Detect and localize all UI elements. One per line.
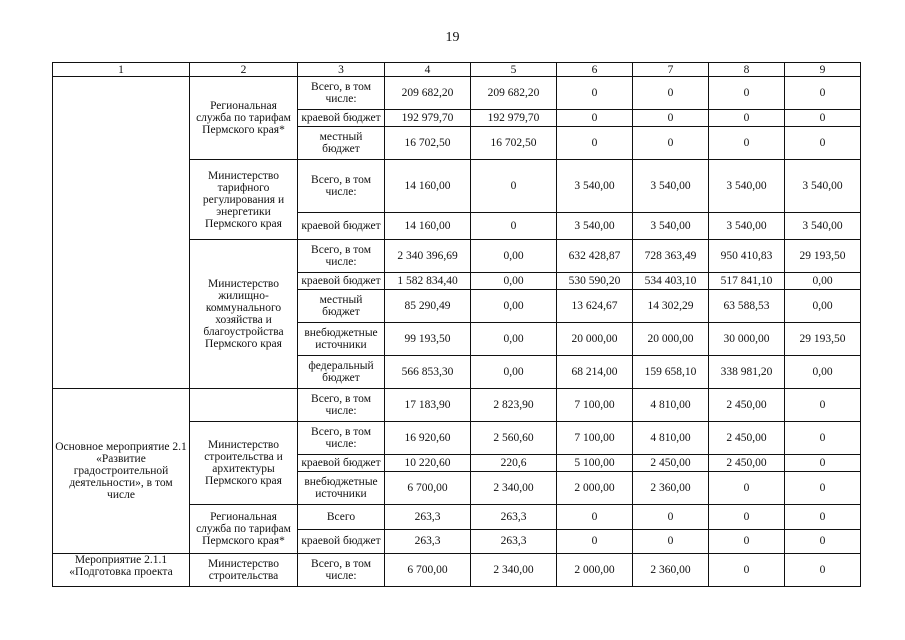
amount-cell: 29 193,50: [785, 240, 861, 273]
amount-cell: 16 702,50: [471, 127, 557, 160]
amount-cell: 2 560,60: [471, 422, 557, 455]
activity-cell: Мероприятие 2.1.1 «Подготовка проекта: [53, 553, 190, 586]
amount-cell: 14 160,00: [385, 160, 471, 213]
amount-cell: 3 540,00: [557, 212, 633, 240]
amount-cell: 3 540,00: [709, 212, 785, 240]
funding-source-cell: внебюджетные источники: [298, 323, 385, 356]
amount-cell: 2 450,00: [709, 455, 785, 472]
funding-source-cell: краевой бюджет: [298, 109, 385, 126]
amount-cell: 0: [785, 77, 861, 110]
amount-cell: 14 160,00: [385, 212, 471, 240]
amount-cell: 6 700,00: [385, 472, 471, 505]
amount-cell: 0: [633, 505, 709, 529]
amount-cell: 0,00: [785, 273, 861, 290]
amount-cell: 10 220,60: [385, 455, 471, 472]
amount-cell: 6 700,00: [385, 553, 471, 586]
column-header: 8: [709, 63, 785, 77]
amount-cell: 16 920,60: [385, 422, 471, 455]
amount-cell: 0,00: [471, 240, 557, 273]
activity-cell: [53, 77, 190, 389]
executor-cell: Министерство жилищно-коммунального хозяйства и благоустройства Пермского края: [190, 240, 298, 389]
amount-cell: 3 540,00: [709, 160, 785, 213]
amount-cell: 0,00: [471, 323, 557, 356]
amount-cell: 0: [633, 529, 709, 553]
executor-cell: Министерство строительства: [190, 553, 298, 586]
funding-source-cell: местный бюджет: [298, 127, 385, 160]
amount-cell: 3 540,00: [633, 212, 709, 240]
amount-cell: 0: [557, 529, 633, 553]
amount-cell: 263,3: [385, 505, 471, 529]
amount-cell: 220,6: [471, 455, 557, 472]
amount-cell: 159 658,10: [633, 356, 709, 389]
amount-cell: 0: [785, 455, 861, 472]
funding-source-cell: Всего, в том числе:: [298, 160, 385, 213]
funding-source-cell: краевой бюджет: [298, 273, 385, 290]
column-header: 9: [785, 63, 861, 77]
table-row: [53, 77, 861, 110]
amount-cell: 63 588,53: [709, 290, 785, 323]
amount-cell: 0: [785, 109, 861, 126]
amount-cell: 530 590,20: [557, 273, 633, 290]
amount-cell: 0: [471, 160, 557, 213]
funding-source-cell: краевой бюджет: [298, 212, 385, 240]
funding-source-cell: Всего, в том числе:: [298, 553, 385, 586]
column-header: 3: [298, 63, 385, 77]
amount-cell: 0: [709, 529, 785, 553]
amount-cell: 0: [471, 212, 557, 240]
funding-source-cell: федеральный бюджет: [298, 356, 385, 389]
funding-source-cell: краевой бюджет: [298, 529, 385, 553]
amount-cell: 2 360,00: [633, 553, 709, 586]
amount-cell: 0: [557, 505, 633, 529]
amount-cell: 7 100,00: [557, 389, 633, 422]
amount-cell: 0: [785, 422, 861, 455]
amount-cell: 517 841,10: [709, 273, 785, 290]
funding-source-cell: местный бюджет: [298, 290, 385, 323]
amount-cell: 3 540,00: [785, 212, 861, 240]
amount-cell: 2 340,00: [471, 472, 557, 505]
amount-cell: 1 582 834,40: [385, 273, 471, 290]
amount-cell: 0: [557, 109, 633, 126]
amount-cell: 2 360,00: [633, 472, 709, 505]
amount-cell: 29 193,50: [785, 323, 861, 356]
amount-cell: 3 540,00: [785, 160, 861, 213]
amount-cell: 192 979,70: [385, 109, 471, 126]
executor-cell: Региональная служба по тарифам Пермского края*: [190, 505, 298, 554]
funding-source-cell: краевой бюджет: [298, 455, 385, 472]
table-row: [53, 553, 861, 586]
amount-cell: 2 000,00: [557, 553, 633, 586]
column-header: 6: [557, 63, 633, 77]
funding-source-cell: Всего: [298, 505, 385, 529]
executor-cell: Министерство тарифного регулирования и энергетики Пермского края: [190, 160, 298, 240]
column-header: 4: [385, 63, 471, 77]
amount-cell: 950 410,83: [709, 240, 785, 273]
amount-cell: 17 183,90: [385, 389, 471, 422]
funding-source-cell: Всего, в том числе:: [298, 422, 385, 455]
amount-cell: 0: [633, 109, 709, 126]
amount-cell: 209 682,20: [385, 77, 471, 110]
amount-cell: 728 363,49: [633, 240, 709, 273]
amount-cell: 4 810,00: [633, 389, 709, 422]
amount-cell: 3 540,00: [633, 160, 709, 213]
amount-cell: 0,00: [785, 290, 861, 323]
amount-cell: 0: [633, 127, 709, 160]
amount-cell: 632 428,87: [557, 240, 633, 273]
executor-cell: Региональная служба по тарифам Пермского края*: [190, 77, 298, 160]
amount-cell: 0: [709, 553, 785, 586]
page-number: 19: [445, 30, 460, 45]
amount-cell: 0,00: [471, 356, 557, 389]
amount-cell: 0: [785, 389, 861, 422]
amount-cell: 20 000,00: [557, 323, 633, 356]
amount-cell: 263,3: [471, 505, 557, 529]
amount-cell: 0: [785, 553, 861, 586]
amount-cell: 209 682,20: [471, 77, 557, 110]
amount-cell: 0: [709, 505, 785, 529]
amount-cell: 566 853,30: [385, 356, 471, 389]
budget-table: [52, 62, 861, 587]
amount-cell: 2 823,90: [471, 389, 557, 422]
amount-cell: 14 302,29: [633, 290, 709, 323]
column-header: 5: [471, 63, 557, 77]
funding-source-cell: Всего, в том числе:: [298, 389, 385, 422]
header-row: [53, 63, 861, 77]
amount-cell: 99 193,50: [385, 323, 471, 356]
table-body: [53, 63, 861, 587]
amount-cell: 0,00: [471, 273, 557, 290]
amount-cell: 192 979,70: [471, 109, 557, 126]
amount-cell: 534 403,10: [633, 273, 709, 290]
amount-cell: 3 540,00: [557, 160, 633, 213]
amount-cell: 5 100,00: [557, 455, 633, 472]
amount-cell: 0: [709, 472, 785, 505]
activity-cell: Основное мероприятие 2.1 «Развитие градостроительной деятельности», в том числе: [53, 389, 190, 554]
amount-cell: 85 290,49: [385, 290, 471, 323]
amount-cell: 4 810,00: [633, 422, 709, 455]
amount-cell: 16 702,50: [385, 127, 471, 160]
amount-cell: 0: [785, 472, 861, 505]
amount-cell: 0,00: [785, 356, 861, 389]
amount-cell: 68 214,00: [557, 356, 633, 389]
amount-cell: 263,3: [385, 529, 471, 553]
table-row: [53, 389, 861, 422]
column-header: 7: [633, 63, 709, 77]
column-header: 1: [53, 63, 190, 77]
executor-cell: Министерство строительства и архитектуры Пермского края: [190, 422, 298, 505]
amount-cell: 2 450,00: [709, 422, 785, 455]
amount-cell: 30 000,00: [709, 323, 785, 356]
funding-source-cell: внебюджетные источники: [298, 472, 385, 505]
amount-cell: 20 000,00: [633, 323, 709, 356]
amount-cell: 338 981,20: [709, 356, 785, 389]
amount-cell: 0: [785, 127, 861, 160]
executor-cell: [190, 389, 298, 422]
amount-cell: 0: [633, 77, 709, 110]
amount-cell: 2 450,00: [633, 455, 709, 472]
amount-cell: 0: [557, 127, 633, 160]
amount-cell: 263,3: [471, 529, 557, 553]
amount-cell: 0: [709, 77, 785, 110]
amount-cell: 13 624,67: [557, 290, 633, 323]
funding-source-cell: Всего, в том числе:: [298, 240, 385, 273]
column-header: 2: [190, 63, 298, 77]
amount-cell: 0: [785, 505, 861, 529]
amount-cell: 0: [785, 529, 861, 553]
amount-cell: 2 450,00: [709, 389, 785, 422]
amount-cell: 2 000,00: [557, 472, 633, 505]
amount-cell: 7 100,00: [557, 422, 633, 455]
amount-cell: 0,00: [471, 290, 557, 323]
amount-cell: 2 340,00: [471, 553, 557, 586]
funding-source-cell: Всего, в том числе:: [298, 77, 385, 110]
amount-cell: 0: [709, 109, 785, 126]
amount-cell: 0: [557, 77, 633, 110]
amount-cell: 2 340 396,69: [385, 240, 471, 273]
amount-cell: 0: [709, 127, 785, 160]
